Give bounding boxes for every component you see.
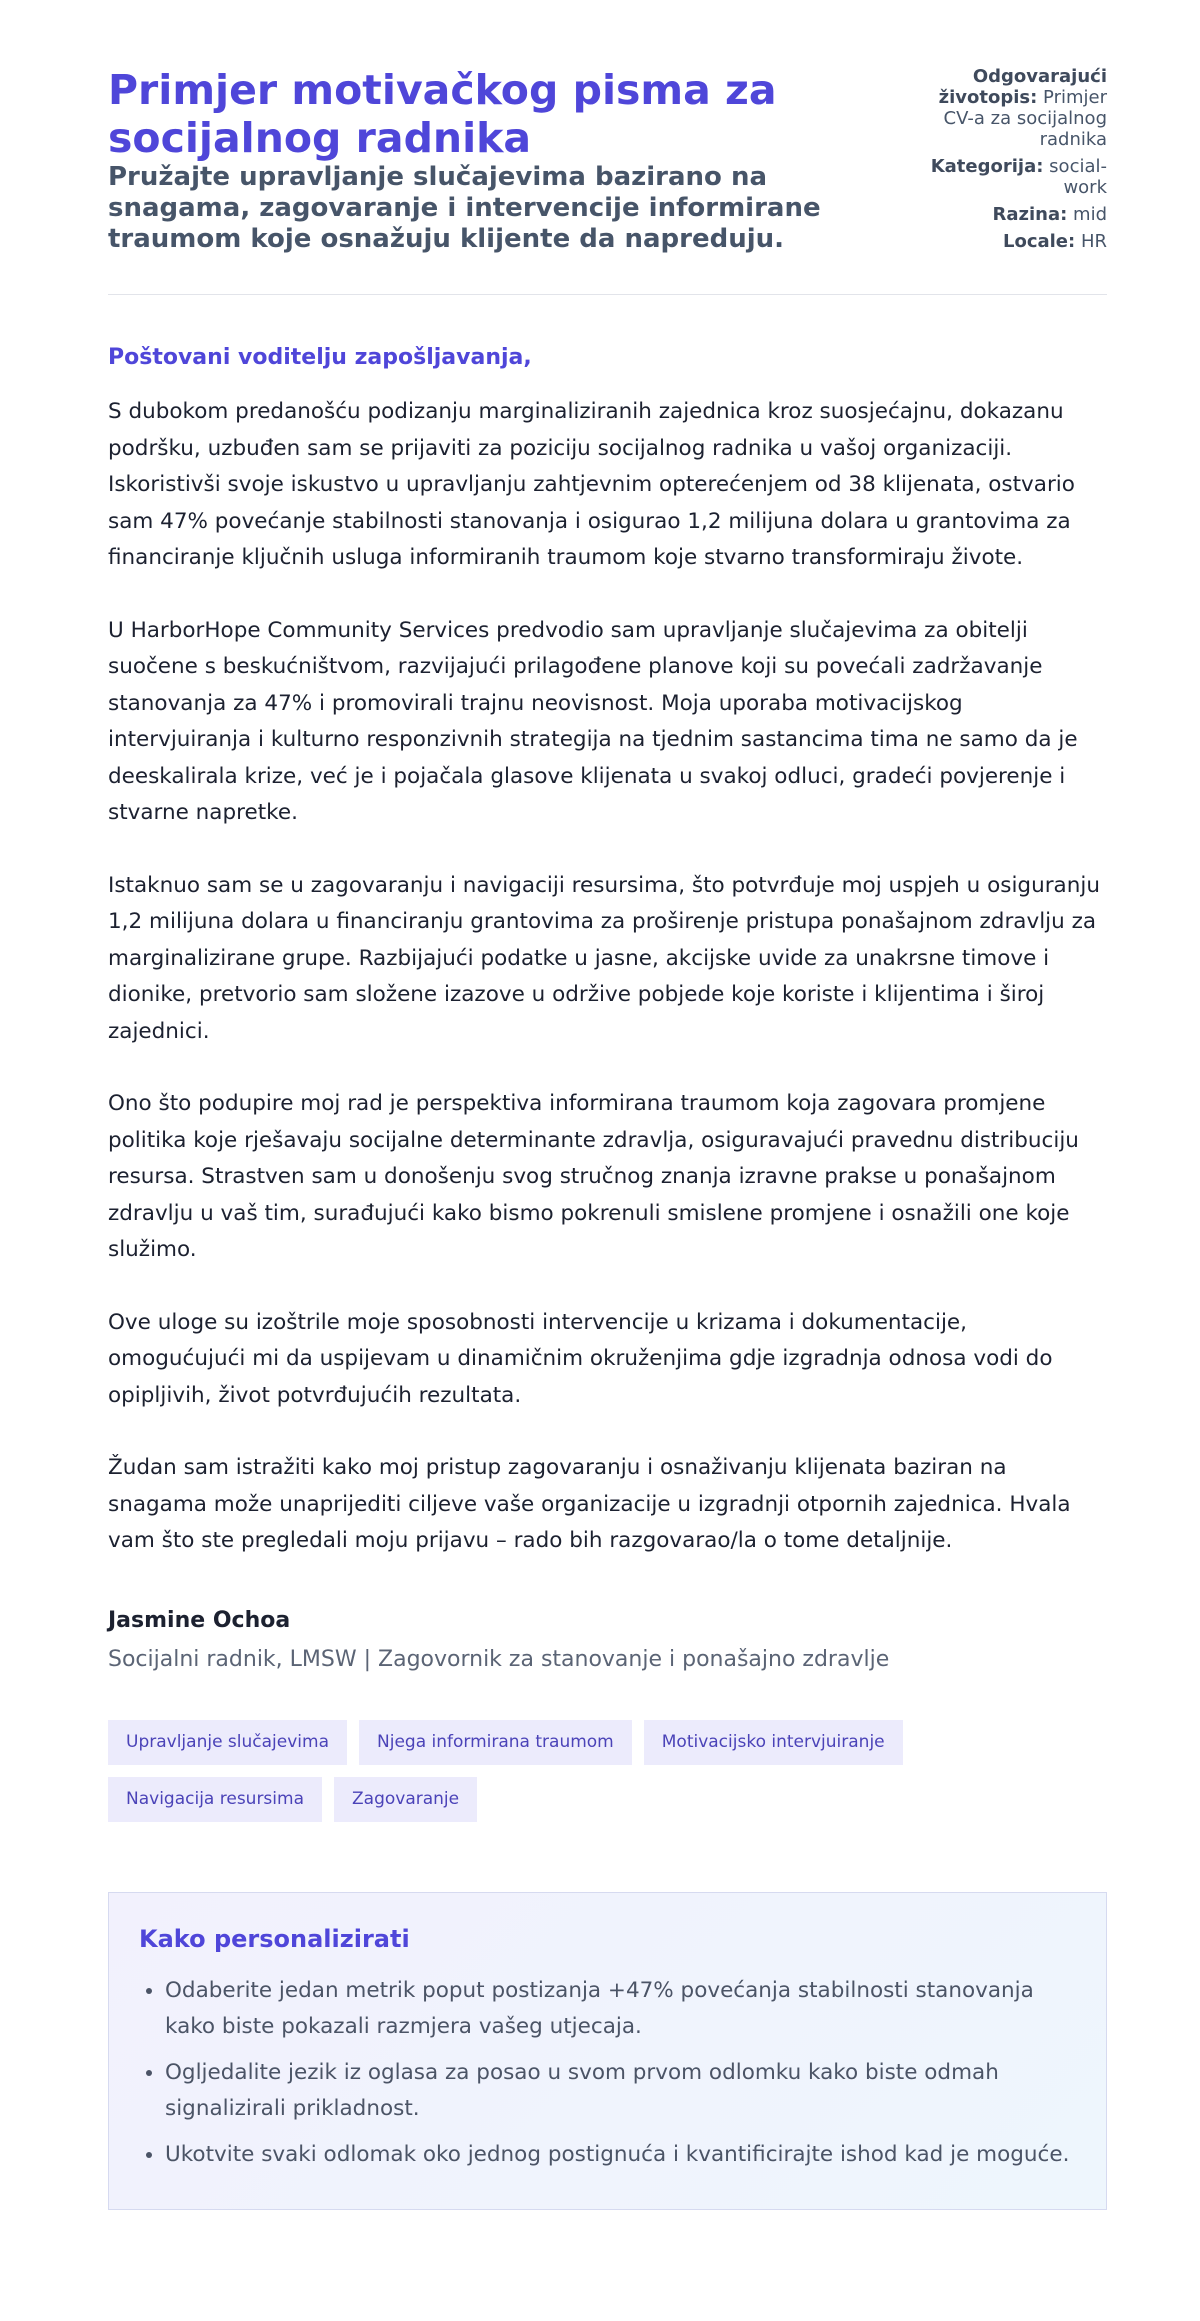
paragraph: S dubokom predanošću podizanju marginaliziranih zajednica kroz suosjećajnu, dokazanu podršku, uzbuđen sam se prijaviti za poziciju socijalnog radnika u vašoj organizaciji. Iskoristivši svoje iskustvo u upravljanju zahtjevnim opterećenjem od 38 klijenata, ostvario sam 47% povećanje stabilnosti stanovanja i osigurao 1,2 milijuna dolara u grantovima za financiranje ključnih usluga informiranih traumom koje stvarno transformiraju živote. bbox=[108, 399, 1075, 570]
signature-name: Jasmine Ochoa bbox=[108, 1607, 291, 1633]
skill-tag: Navigacija resursima bbox=[108, 1777, 322, 1822]
personalize-tips bbox=[108, 1892, 1107, 2210]
page bbox=[108, 0, 1107, 2210]
meta-panel bbox=[907, 66, 1107, 258]
skill-tags bbox=[108, 1720, 1008, 1822]
header bbox=[108, 0, 1107, 258]
signature-role: Socijalni radnik, LMSW | Zagovornik za stanovanje i ponašajno zdravlje bbox=[108, 1646, 890, 1672]
paragraph: Istaknuo sam se u zagovaranju i navigaciji resursima, što potvrđuje moj uspjeh u osiguranju 1,2 milijuna dolara u financiranju grantovima za proširenje pristupa ponašajnom zdravlju za marginalizirane grupe. Razbijajući podatke u jasne, akcijske uvide za unakrsne timove i dionike, pretvorio sam složene izazove u održive pobjede koje koriste i klijentima i široj zajednici. bbox=[108, 872, 1100, 1044]
greeting: Poštovani voditelju zapošljavanja, bbox=[108, 345, 532, 370]
skill-tag: Motivacijsko intervjuiranje bbox=[644, 1720, 903, 1765]
tip-item: • Odaberite jedan metrik poput postizanja +47% povećanja stabilnosti stanovanja kako biste pokazali razmjera vašeg utjecaja. bbox=[165, 1973, 1076, 2045]
page-title: Primjer motivačkog pisma za socijalnog radnika bbox=[108, 66, 777, 162]
skill-tag: Njega informirana traumom bbox=[359, 1720, 632, 1765]
skill-tag: Zagovaranje bbox=[334, 1777, 477, 1822]
paragraph: Ove uloge su izoštrile moje sposobnosti intervencije u krizama i dokumentacije, omogućujući mi da uspijevam u dinamičnim okruženjima gdje izgradnja odnosa vodi do opipljivih, život potvrđujućih rezultata. bbox=[108, 1309, 1053, 1408]
paragraph: Žudan sam istražiti kako moj pristup zagovaranju i osnaživanju klijenata baziran na snagama može unaprijediti ciljeve vaše organizacije u izgradnji otpornih zajednica. Hvala vam što ste pregledali moju prijavu – rado bih razgovarao/la o tome detaljnije. bbox=[108, 1455, 1071, 1553]
meta-category: Kategorija: social-work bbox=[930, 156, 1107, 198]
skill-tag: Upravljanje slučajevima bbox=[108, 1720, 347, 1765]
paragraph: Ono što podupire moj rad je perspektiva informirana traumom koja zagovara promjene politika koje rješavaju socijalne determinante zdravlja, osiguravajući pravednu distribuciju resursa. Strastven sam u donošenju svog stručnog znanja izravne prakse u ponašajnom zdravlju u vaš tim, surađujući kako bismo pokrenuli smislene promjene i osnažili one koje služimo. bbox=[108, 1091, 1079, 1262]
meta-level: Razina: mid bbox=[992, 204, 1107, 225]
letter-body bbox=[108, 394, 1107, 1560]
tip-item: • Ukotvite svaki odlomak oko jednog postignuća i kvantificirajte ishod kad je moguće. bbox=[165, 2137, 1076, 2173]
divider bbox=[108, 294, 1107, 295]
meta-locale: Locale: HR bbox=[1002, 231, 1107, 252]
paragraph: U HarborHope Community Services predvodio sam upravljanje slučajevima za obitelji suočene s beskućništvom, razvijajući prilagođene planove koji su povećali zadržavanje stanovanja za 47% i promovirali trajnu neovisnost. Moja uporaba motivacijskog intervjuiranja i kulturno responzivnih strategija na tjednim sastancima tima ne samo da je deeskalirala krize, već je i pojačala glasove klijenata u svakoj odluci, gradeći povjerenje i stvarne napretke. bbox=[108, 617, 1078, 825]
page-subtitle: Pružajte upravljanje slučajevima bazirano na snagama, zagovaranje i intervencije informirane traumom koje osnažuju klijente da napreduju. bbox=[108, 162, 821, 254]
resume-link[interactable]: Primjer CV-a za socijalnog radnika bbox=[943, 87, 1107, 150]
tip-item: • Ogljedalite jezik iz oglasa za posao u svom prvom odlomku kako biste odmah signalizirali prikladnost. bbox=[165, 2055, 1076, 2127]
meta-resume: Odgovarajući životopis: Primjer CV-a za socijalnog radnika bbox=[938, 66, 1107, 150]
tips-title: Kako personalizirati bbox=[139, 1924, 410, 1953]
